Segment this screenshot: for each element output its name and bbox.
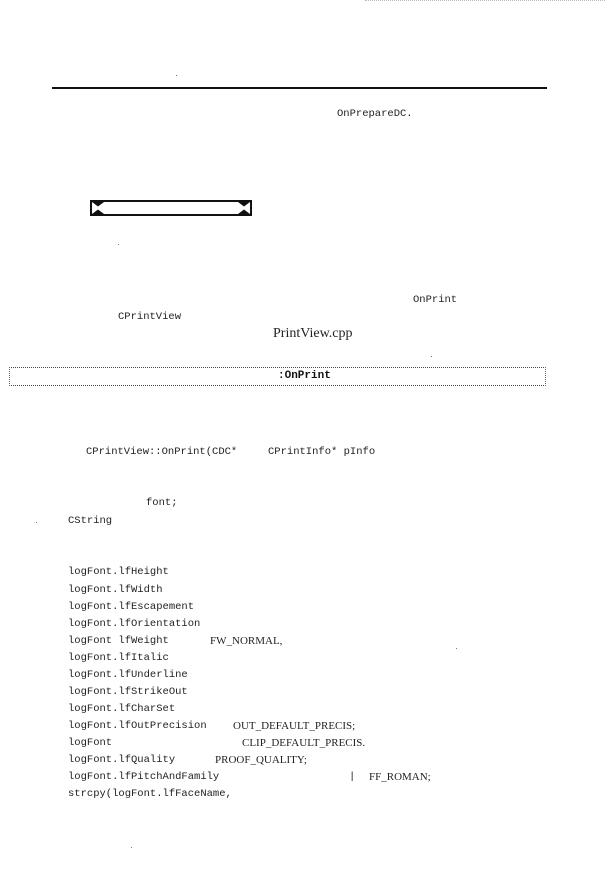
- scan-speck: [118, 244, 119, 245]
- code-line-value: CLIP_DEFAULT_PRECIS.: [242, 737, 366, 749]
- code-line-value: FW_NORMAL,: [210, 635, 283, 647]
- code-line: logFont.lfItalic: [68, 652, 169, 664]
- scan-speck: [36, 522, 37, 523]
- function-signature-b: CPrintInfo* pInfo: [268, 446, 376, 458]
- function-signature-a: CPrintView::OnPrint(CDC*: [86, 446, 238, 458]
- code-line: logFont.lfUnderline: [68, 669, 188, 681]
- code-line: logFont lfWeight: [68, 635, 169, 647]
- code-line: logFont.lfEscapement: [68, 601, 195, 613]
- code-line-value: OUT_DEFAULT_PRECIS;: [233, 720, 356, 732]
- scan-speck: [131, 847, 132, 848]
- scan-speck: [456, 648, 457, 649]
- header-rule: [52, 87, 547, 89]
- code-line: logFont.lfOrientation: [68, 618, 201, 630]
- code-line: strcpy(logFont.lfFaceName,: [68, 788, 232, 800]
- section-banner: [90, 198, 252, 218]
- scan-speck: [431, 356, 432, 357]
- code-line: logFont.lfOutPrecision: [68, 720, 207, 732]
- listing-title: :OnPrint: [278, 370, 331, 382]
- code-line: logFont.lfCharSet: [68, 703, 176, 715]
- code-line: logFont.lfQuality: [68, 754, 176, 766]
- code-line: logFont.lfPitchAndFamily: [68, 771, 220, 783]
- banner-graphic: [90, 198, 252, 218]
- scan-speck: [176, 75, 177, 76]
- on-prepare-dc-text: OnPrepareDC.: [337, 108, 413, 120]
- scan-noise-top: [365, 0, 605, 5]
- cstring-declaration: CString: [68, 515, 113, 527]
- code-line: logFont.lfStrikeOut: [68, 686, 188, 698]
- code-line: logFont.lfWidth: [68, 584, 163, 596]
- code-line-value: FF_ROMAN;: [369, 771, 431, 783]
- file-name: PrintView.cpp: [273, 326, 353, 341]
- code-line: logFont: [68, 737, 113, 749]
- code-pipe: |: [349, 771, 356, 783]
- cprintview-ref: CPrintView: [118, 311, 182, 323]
- code-line: logFont.lfHeight: [68, 566, 169, 578]
- on-print-ref: OnPrint: [413, 294, 458, 306]
- font-declaration: font;: [146, 497, 178, 509]
- code-line-value: PROOF_QUALITY;: [215, 754, 307, 766]
